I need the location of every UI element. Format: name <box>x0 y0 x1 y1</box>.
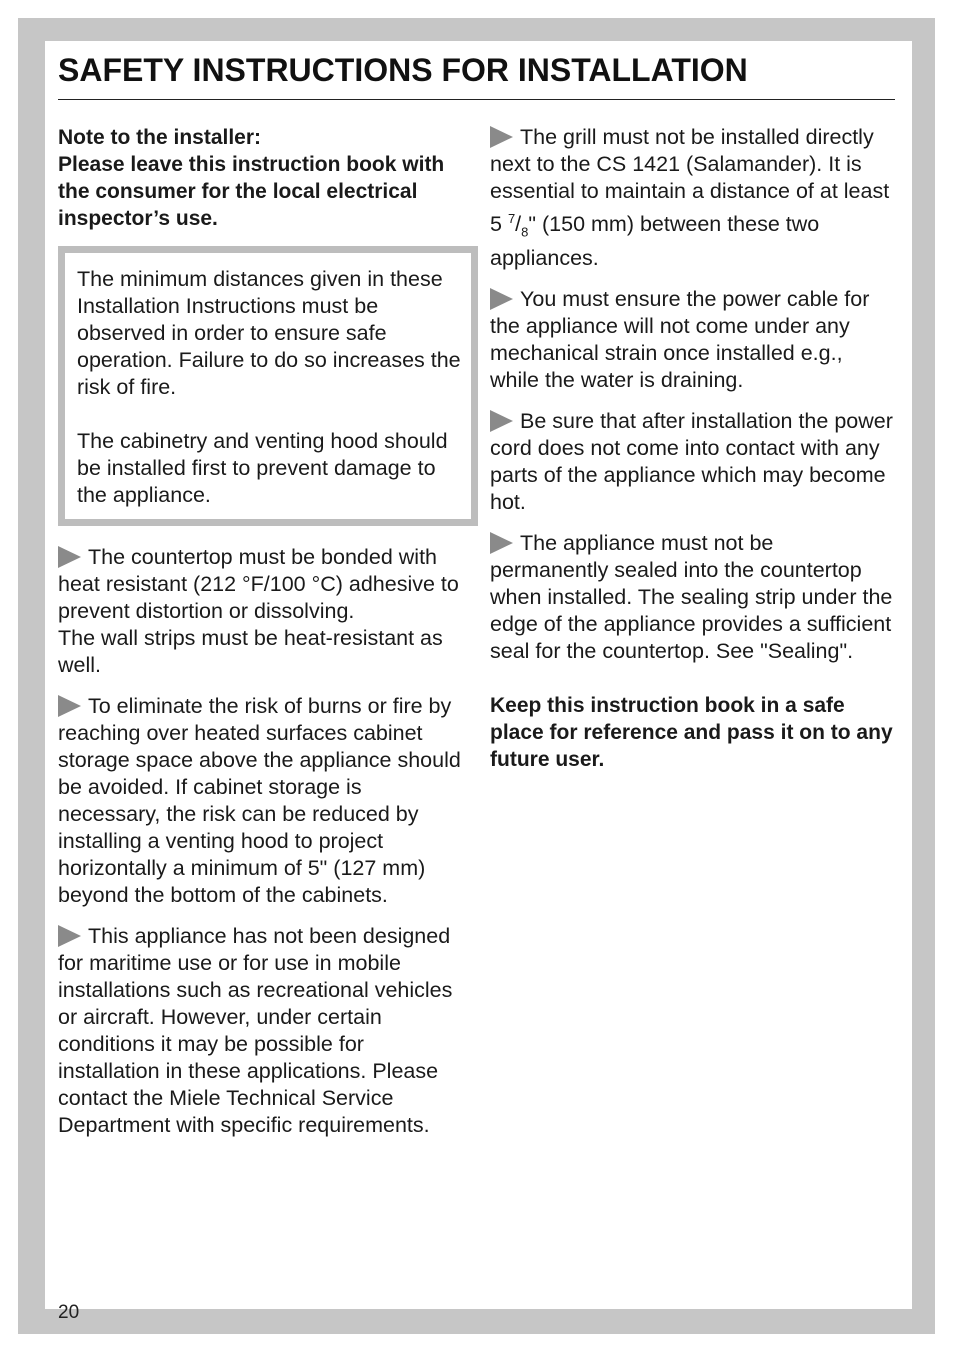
bullet-text: The countertop must be bonded with heat resistant (212 °F/100 °C) adhesive to prevent distortion or dissolving. <box>58 545 459 623</box>
box-paragraph-distances: The minimum distances given in these Installation Instructions must be observed in order to ensure safe operation. Failure to do so increases the risk of fire. <box>77 267 461 399</box>
triangle-right-icon <box>490 410 513 432</box>
bullet-text: The appliance must not be permanently sealed into the countertop when installed. The sealing strip under the edge of the appliance provides a sufficient seal for the countertop. See "Sealing". <box>490 531 893 664</box>
installer-note-heading: Note to the installer: <box>58 126 262 149</box>
fraction-denominator: 8 <box>521 224 529 240</box>
keep-book-note: Keep this instruction book in a safe place for reference and pass it on to any future user. <box>490 694 893 772</box>
bullet-grill-distance: The grill must not be installed directly next to the CS 1421 (Salamander). It is essential to maintain a distance of at least 5 $^7/_8$" (150 mm) between these two appliances. <box>490 125 890 271</box>
bullet-power-cord <box>490 408 895 516</box>
bullet-text: This appliance has not been designed for maritime use or for use in mobile installations such as recreational vehicles or aircraft. However, under certain conditions it may be possible for installation in these applications. Please contact the Miele Technical Service Department with specific requirements. <box>58 924 453 1137</box>
page-title: SAFETY INSTRUCTIONS FOR INSTALLATION <box>58 52 748 88</box>
bullet-countertop <box>58 544 468 679</box>
bullet-maritime <box>58 923 468 1139</box>
triangle-right-icon <box>490 288 513 310</box>
bullet-text: To eliminate the risk of burns or fire by reaching over heated surfaces cabinet storage space above the appliance should be avoided. If cabinet storage is necessary, the risk can be reduced by installing a venting hood to project horizontally a minimum of 5" (127 mm) beyond the bottom of the cabinets. <box>58 694 461 907</box>
bullet-sealing <box>490 530 895 665</box>
bullet-cabinet-storage <box>58 693 468 909</box>
bullet-text: The grill must not be installed directly next to the CS 1421 (Salamander). It is essential to maintain a distance of at least 5 <box>490 125 890 237</box>
page-number: 20 <box>58 1302 80 1323</box>
right-column <box>490 124 895 773</box>
bullet-power-cable <box>490 286 895 394</box>
fraction-numerator: 7 <box>507 211 516 226</box>
bullet-text-end: " (150 mm) between these two appliances. <box>490 212 820 271</box>
bullet-text: You must ensure the power cable for the appliance will not come under any mechanical strain once installed e.g., while the water is draining. <box>490 287 870 393</box>
triangle-right-icon <box>58 695 81 717</box>
triangle-right-icon <box>490 126 513 148</box>
box-paragraph-cabinetry: The cabinetry and venting hood should be installed first to prevent damage to the appliance. <box>77 429 448 507</box>
triangle-right-icon <box>490 532 513 554</box>
installer-note-body: Please leave this instruction book with the consumer for the local electrical inspector’s use. <box>58 153 445 230</box>
bullet-text-extra: The wall strips must be heat-resistant as well. <box>58 626 443 677</box>
left-column <box>58 124 468 1153</box>
minimum-distance-box <box>58 246 478 526</box>
title-rule <box>58 99 895 100</box>
triangle-right-icon <box>58 546 81 568</box>
triangle-right-icon <box>58 925 81 947</box>
bullet-text: Be sure that after installation the power cord does not come into contact with any parts of the appliance which may become hot. <box>490 409 893 515</box>
